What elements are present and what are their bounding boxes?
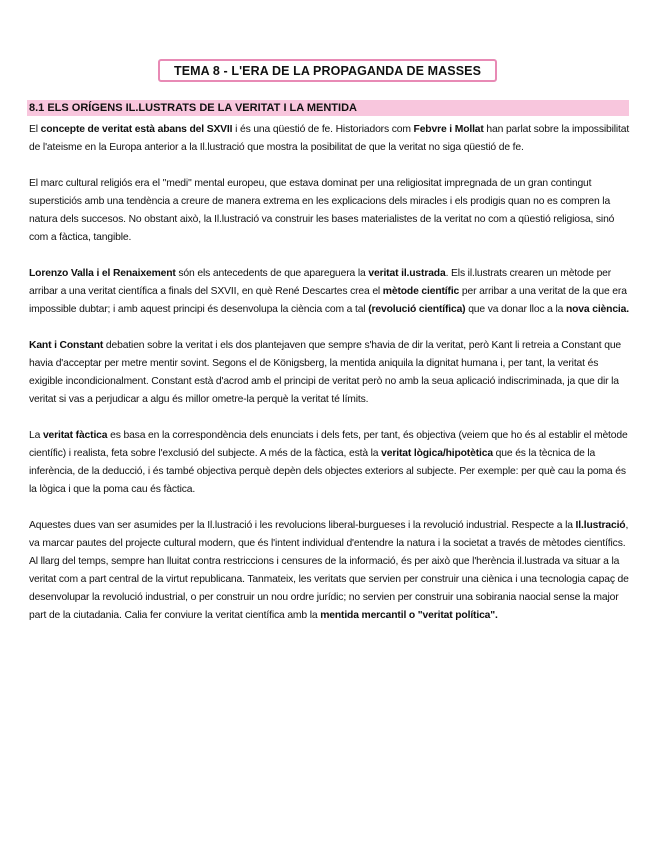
text-run: debatien sobre la veritat i els dos plantejaven que sempre s'havia de dir la veritat, però Kant li retreia a Constant que havia d'acceptar per metre mentir sovint. Segons el de Königsberg, la mentida aniquila la dignitat humana i, per tant, la veritat és exigible incondicionalment. Constant està d'acrod amb el principi de veritat però no amb la seua aplicació indiscriminada, ja que dir la veritat si vas a perjudicar a algu és millor ometre-la perquè la veritat té límits. [29, 340, 622, 405]
text-run: Aquestes dues van ser asumides per la Il.lustració i les revolucions liberal-burgueses i la revolució industrial. Respecte a la [29, 520, 576, 531]
bold-text-run: mètode científic [382, 286, 460, 297]
bold-text-run: veritat lògica/hipotètica [381, 448, 493, 459]
section-heading: 8.1 ELS ORÍGENS IL.LUSTRATS DE LA VERITAT I LA MENTIDA [27, 100, 629, 116]
text-run: que va donar lloc a la [465, 304, 566, 315]
bold-text-run: mentida mercantil o "veritat política". [320, 610, 498, 621]
bold-text-run: Febvre i Mollat [413, 124, 484, 135]
paragraph-6 [29, 517, 631, 625]
text-run: . Els il.lustrats crearen un mètode per arribar a una veritat científica a finals del SXVII, en què René Descartes crea el [29, 268, 612, 297]
paragraph-4 [29, 337, 631, 409]
bold-text-run: veritat il.ustrada [368, 268, 446, 279]
text-run: El [29, 124, 41, 135]
paragraph-1 [29, 121, 631, 157]
bold-text-run: Kant i Constant [29, 340, 104, 351]
bold-text-run: veritat fàctica [42, 430, 108, 441]
paragraph-3 [29, 265, 631, 319]
bold-text-run: (revolució científica) [368, 304, 466, 315]
text-run: que és la tècnica de la inferència, de la deducció, i és també objectiva perquè depèn dels objectes exteriors al subjecte. Per exemple: per què cau la poma és la lògica i que la poma cau és fàctica. [29, 448, 626, 495]
text-run: El marc cultural religiós era el ''medi'' mental europeu, que estava dominat per una religiositat impregnada de un gran contingut supersticiós amb una tendència a creure de manera extrema en les explicacions dels miracles i els prodigis quan no es compren la natura dels succesos. No obstant això, la Il.lustració va construir les bases materialistes de la veritat no com a qüestió religiosa, sinó com a fàctica, tangible. [29, 178, 615, 243]
text-run: per arribar a una veritat de la que era impossible dubtar; i amb aquest principi és desenvolupa la ciència com a tal [29, 286, 627, 315]
bold-text-run: Il.lustració [575, 520, 626, 531]
text-run: es basa en la correspondència dels enunciats i dels fets, per tant, és objectiva (veiem que ho és al establir el mètode científic) i realista, feta sobre l'exclusió del subjecte. A més de la fàctica, està la [29, 430, 628, 459]
bold-text-run: Lorenzo Valla i el Renaixement [29, 268, 176, 279]
paragraph-2 [29, 175, 631, 247]
bold-text-run: concepte de veritat està abans del SXVII [40, 124, 233, 135]
bold-text-run: nova ciència. [565, 304, 629, 315]
text-run: són els antecedents de que apareguera la [175, 268, 369, 279]
text-run: han parlat sobre la impossibilitat de l'ateisme en la Europa anterior a la Il.lustració que mostra la posibilitat de que la veritat no siga qüestió de fe. [29, 124, 630, 153]
document-title: TEMA 8 - L'ERA DE LA PROPAGANDA DE MASSES [158, 59, 497, 82]
text-run: i és una qüestió de fe. Historiadors com [232, 124, 414, 135]
text-run: , va marcar pautes del projecte cultural modern, que és l'intent individual d'entendre la natura i la societat a través de mètodes científics. Al llarg del temps, sempre han lluitat contra restriccions i censures de la informació, és per això que l'herència il.lustrada va situar a la veritat com a part central de la virtut republicana. Tanmateix, les veritats que servien per construir una ciènica i una tecnologia capaç de desenvolupar la revolució industrial, o per construir un nou ordre jurídic; no servien per construir una sobirania naocial sense la major part de la ciutadania. Calia fer conviure la veritat científica amb la [29, 520, 629, 621]
section-body [29, 121, 631, 643]
text-run: La [29, 430, 43, 441]
paragraph-5 [29, 427, 631, 499]
